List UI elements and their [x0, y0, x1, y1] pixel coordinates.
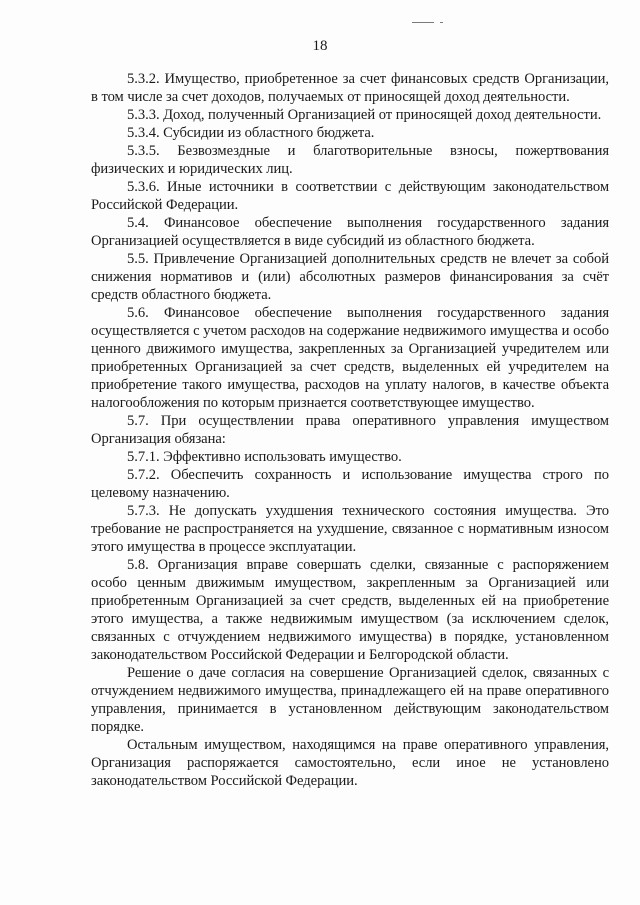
paragraph-5-4: 5.4. Финансовое обеспечение выполнения государственного задания Организацией осуществляется в виде субсидий из областного бюджета.	[91, 215, 609, 249]
paragraph-5-3-5: 5.3.5. Безвозмездные и благотворительные взносы, пожертвования физических и юридических лиц.	[91, 143, 609, 177]
paragraph-5-3-4: 5.3.4. Субсидии из областного бюджета.	[127, 125, 375, 141]
paragraph-5-7: 5.7. При осуществлении права оперативного управления имуществом Организация обязана:	[91, 413, 609, 447]
paragraph-consent-decision: Решение о даче согласия на совершение Организацией сделок, связанных с отчуждением недвижимого имущества, принадлежащего ей на праве оперативного управления, принимается в установленном действующим законодательством порядке.	[91, 665, 609, 735]
scan-mark	[412, 22, 434, 23]
scan-mark	[440, 22, 443, 23]
paragraph-5-3-6: 5.3.6. Иные источники в соответствии с действующим законодательством Российской Федерации.	[91, 179, 609, 213]
paragraph-5-5: 5.5. Привлечение Организацией дополнительных средств не влечет за собой снижения нормативов и (или) абсолютных размеров финансирования за счёт средств областного бюджета.	[91, 251, 609, 303]
document-body	[91, 70, 609, 790]
paragraph-5-7-2: 5.7.2. Обеспечить сохранность и использование имущества строго по целевому назначению.	[91, 467, 609, 501]
paragraph-5-3-2: 5.3.2. Имущество, приобретенное за счет финансовых средств Организации, в том числе за счет доходов, получаемых от приносящей доход деятельности.	[91, 71, 609, 105]
paragraph-5-6: 5.6. Финансовое обеспечение выполнения государственного задания осуществляется с учетом расходов на содержание недвижимого имущества и особо ценного движимого имущества, закрепленных за Организацией учредителем или приобретенных Организацией за счет средств, выделенных ей учредителем на приобретение такого имущества, расходов на уплату налогов, в качестве объекта налогообложения по которым признается соответствующее имущество.	[91, 305, 609, 411]
paragraph-other-property: Остальным имуществом, находящимся на праве оперативного управления, Организация распоряжается самостоятельно, если иное не установлено законодательством Российской Федерации.	[91, 737, 609, 789]
paragraph-5-7-3: 5.7.3. Не допускать ухудшения технического состояния имущества. Это требование не распространяется на ухудшение, связанное с нормативным износом этого имущества в процессе эксплуатации.	[91, 503, 609, 555]
page-number: 18	[312, 38, 328, 54]
paragraph-5-7-1: 5.7.1. Эффективно использовать имущество.	[127, 449, 402, 465]
paragraph-5-3-3: 5.3.3. Доход, полученный Организацией от приносящей доход деятельности.	[127, 107, 602, 123]
paragraph-5-8: 5.8. Организация вправе совершать сделки, связанные с распоряжением особо ценным движимым имуществом, закрепленным за Организацией или приобретенным Организацией за счет средств, выделенных ей на приобретение этого имущества, а также недвижимым имуществом (за исключением сделок, связанных с отчуждением недвижимого имущества) в порядке, установленном законодательством Российской Федерации и Белгородской области.	[91, 557, 609, 663]
